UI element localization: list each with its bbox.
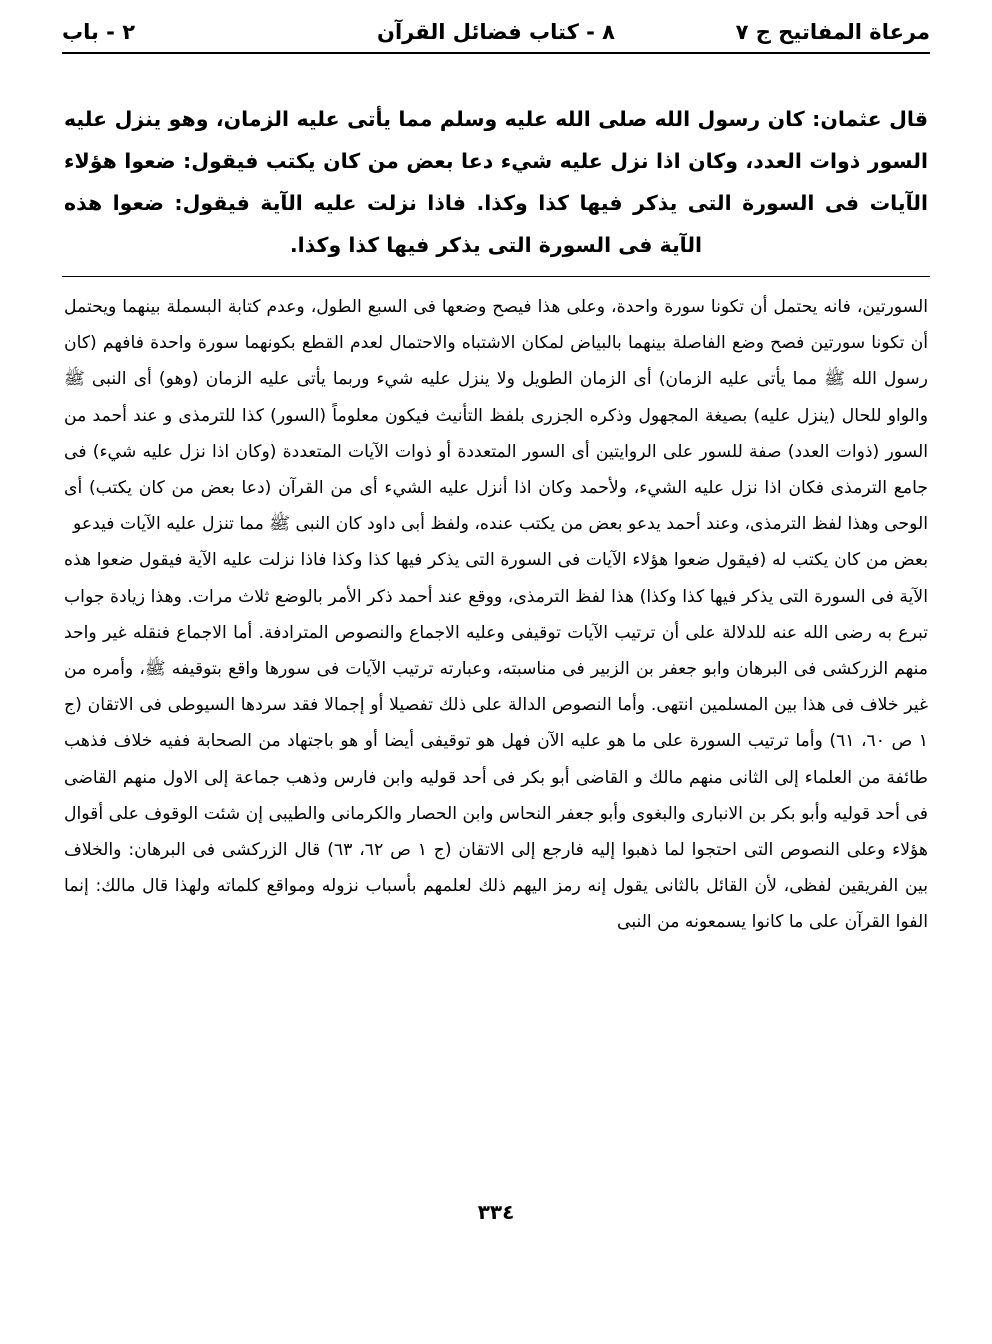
chapter-title: ٨ - كتاب فضائل القرآن xyxy=(377,20,615,44)
running-header xyxy=(62,14,930,54)
commentary-paragraph: السورتين، فانه يحتمل أن تكونا سورة واحدة، وعلى هذا فيصح وضعها فى السبع الطول، وعدم كتابة البسملة بينهما ويحتمل أن تكونا سورتين فصح وضع الفاصلة بينهما بالبياض لمكان الاشتباه والاحتمال لعدم القطع بكونهما سورة واحدة فافهم (كان رسول الله ﷺ مما يأتى عليه الزمان) أى الزمان الطويل ولا ينزل عليه شيء وربما يأتى عليه الزمان (وهو) أى النبى ﷺ والواو للحال (ينزل عليه) بصيغة المجهول وذكره الجزرى بلفظ التأنيث فيكون معلوماً (السور) كذا للترمذى و عند أحمد من السور (ذوات العدد) صفة للسور على الروايتين أى السور المتعددة أو ذوات الآيات المتعددة (وكان اذا نزل عليه شيء) فى جامع الترمذى فكان اذا نزل عليه الشيء، ولأحمد وكان اذا أنزل عليه الشيء أى من القرآن (دعا بعض من كان يكتب) أى الوحى وهذا لفظ الترمذى، وعند أحمد يدعو بعض من يكتب عنده، ولفظ أبى داود كان النبى ﷺ مما تنزل عليه الآيات فيدعو xyxy=(64,297,928,535)
section-number: ٢ - باب xyxy=(62,20,136,44)
page-number: ٣٣٤ xyxy=(477,1200,515,1224)
commentary xyxy=(62,289,930,941)
book-title-volume: مرعاة المفاتيح ج ٧ xyxy=(735,20,930,44)
commentary-paragraph: بعض من كان يكتب له (فيقول ضعوا هؤلاء الآيات فى السورة التى يذكر فيها كذا وكذا فاذا نزلت عليه الآية فيقول ضعوا هذه الآية فى السورة التى يذكر فيها كذا وكذا) هذا لفظ الترمذى، ووقع عند أحمد ذكر الأمر بالوضع ثلاث مرات. وهذا زيادة جواب تبرع به رضى الله عنه للدلالة على أن ترتيب الآيات توقيفى وعليه الاجماع والنصوص المترادفة. أما الاجماع فنقله غير واحد منهم الزركشى فى البرهان وابو جعفر بن الزبير فى مناسبته، وعبارته ترتيب الآيات فى سورها واقع بتوقيفه ﷺ، وأمره من غير خلاف فى هذا بين المسلمين انتهى. وأما النصوص الدالة على ذلك تفصيلا أو إجمالا فقد سردها السيوطى فى الاتقان (ج ١ ص ٦٠، ٦١) وأما ترتيب السورة على ما هو عليه الآن فهل هو توقيفى أيضا أو هو باجتهاد من الصحابة ففيه خلاف فذهب طائفة من العلماء إلى الثانى منهم مالك و القاضى أبو بكر فى أحد قوليه وابن فارس وذهب جماعة إلى الاول منهم القاضى فى أحد قوليه وأبو بكر بن الانبارى والبغوى وأبو جعفر النحاس وابن الحصار والكرمانى والطيبى إن شئت الوقوف على أقوال هؤلاء وعلى النصوص التى احتجوا لما ذهبوا إليه فارجع إلى الاتقان (ج ١ ص ٦٢، ٦٣) قال الزركشى فى البرهان: والخلاف بين الفريقين لفظى، لأن القائل بالثانى يقول إنه رمز اليهم ذلك لعلمهم بأسباب نزوله ومواقع كلماته ولهذا قال مالك: إنما الفوا القرآن على ما كانوا يسمعونه من النبى xyxy=(64,550,928,933)
hadith-text: قال عثمان: كان رسول الله صلى الله عليه وسلم مما يأتى عليه الزمان، وهو ينزل عليه السور ذوات العدد، وكان اذا نزل عليه شيء دعا بعض من كان يكتب فيقول: ضعوا هؤلاء الآيات فى السورة التى يذكر فيها كذا وكذا. فاذا نزلت عليه الآية فيقول: ضعوا هذه الآية فى السورة التى يذكر فيها كذا وكذا. xyxy=(64,107,928,257)
book-page xyxy=(62,14,930,1334)
divider-rule xyxy=(62,276,930,277)
